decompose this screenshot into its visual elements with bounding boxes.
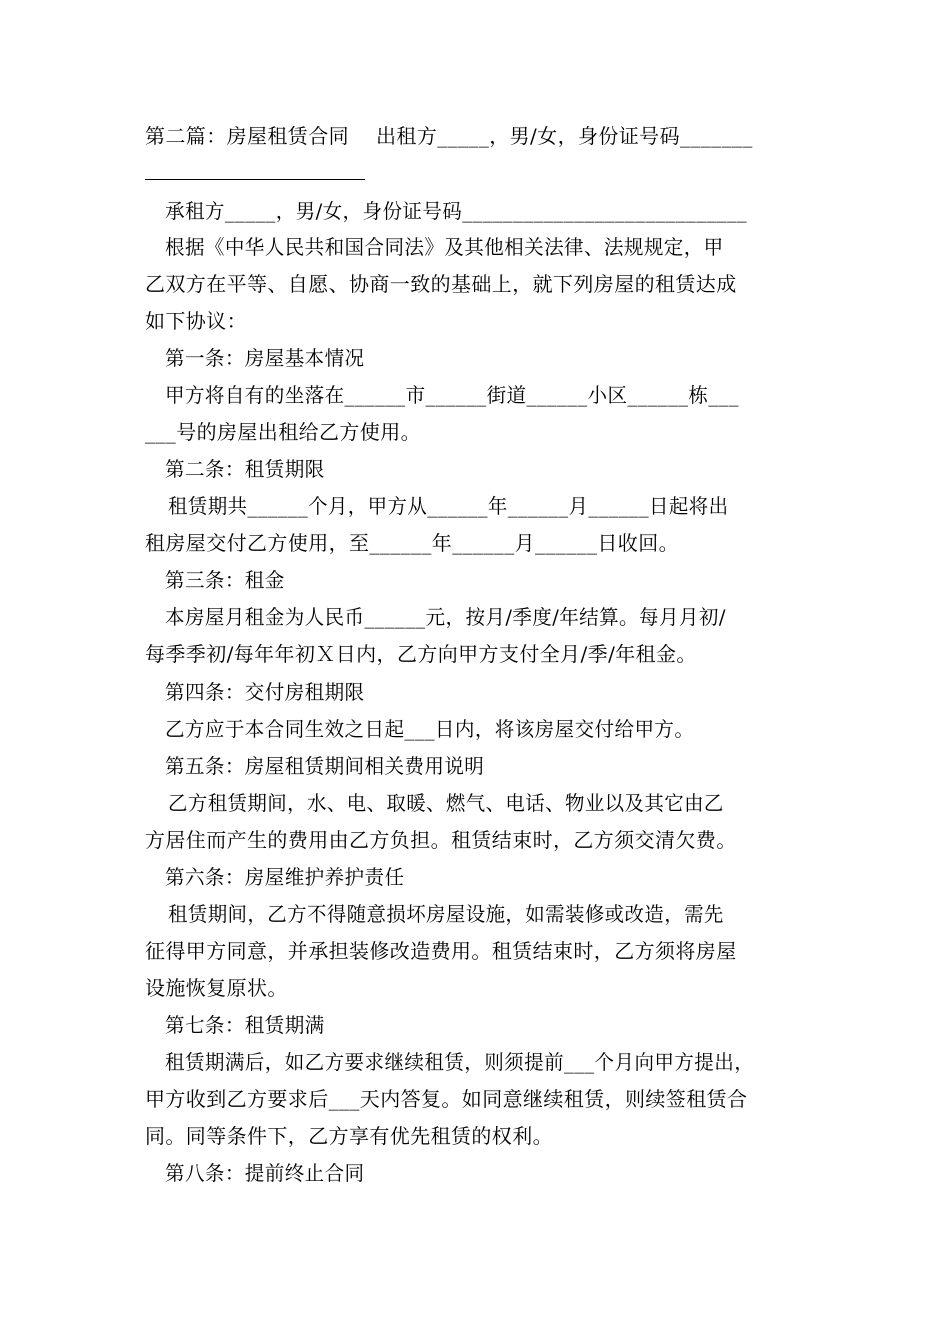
paragraph-line: 如下协议： (145, 309, 247, 333)
paragraph-line: 租赁期间，乙方不得随意损坏房屋设施，如需装修或改造，需先 (168, 902, 724, 926)
section-heading: 第七条：租赁期满 (165, 1013, 325, 1037)
section-heading: 第八条：提前终止合同 (165, 1161, 365, 1185)
paragraph-line: 租赁期共______个月，甲方从______年______月______日起将出 (168, 494, 729, 518)
paragraph-line: 乙双方在平等、自愿、协商一致的基础上，就下列房屋的租赁达成 (145, 272, 737, 296)
paragraph-line: 方居住而产生的费用由乙方负担。租赁结束时，乙方须交清欠费。 (145, 828, 737, 852)
section-heading: 第三条：租金 (165, 568, 285, 592)
paragraph-line: ___号的房屋出租给乙方使用。 (145, 420, 421, 444)
paragraph-line: 租赁期满后，如乙方要求继续租赁，则须提前___个月向甲方提出， (165, 1050, 755, 1074)
paragraph-line: 征得甲方同意，并承担装修改造费用。租赁结束时，乙方须将房屋 (145, 939, 737, 963)
paragraph-line: 根据《中华人民共和国合同法》及其他相关法律、法规规定，甲 (165, 235, 724, 259)
paragraph-line: 甲方将自有的坐落在______市______街道______小区______栋___ (165, 383, 739, 407)
paragraph-line: 设施恢复原状。 (145, 976, 288, 1000)
section-heading: 第四条：交付房租期限 (165, 680, 365, 704)
section-heading: 第五条：房屋租赁期间相关费用说明 (165, 754, 485, 778)
paragraph-line: 同。同等条件下，乙方享有优先租赁的权利。 (145, 1124, 553, 1148)
id-number-blank-line (145, 179, 365, 180)
tenant-line: 承租方_____，男/女，身份证号码____________________________ (165, 199, 748, 223)
paragraph-line: 甲方收到乙方要求后___天内答复。如同意继续租赁，则续签租赁合 (145, 1087, 748, 1111)
paragraph-line: 乙方租赁期间，水、电、取暖、燃气、电话、物业以及其它由乙 (168, 791, 724, 815)
section-heading: 第一条：房屋基本情况 (165, 346, 365, 370)
paragraph-line: 租房屋交付乙方使用，至______年______月______日收回。 (145, 531, 679, 555)
section-heading: 第二条：租赁期限 (165, 457, 325, 481)
title-line: 第二篇：房屋租赁合同 出租方_____，男/女，身份证号码_______ (145, 124, 753, 148)
paragraph-line: 每季季初/每年年初Ｘ日内，乙方向甲方支付全月/季/年租金。 (145, 642, 697, 666)
paragraph-line: 本房屋月租金为人民币______元，按月/季度/年结算。每月月初/ (165, 605, 726, 629)
section-heading: 第六条：房屋维护养护责任 (165, 865, 405, 889)
paragraph-line: 乙方应于本合同生效之日起___日内，将该房屋交付给甲方。 (165, 717, 695, 741)
